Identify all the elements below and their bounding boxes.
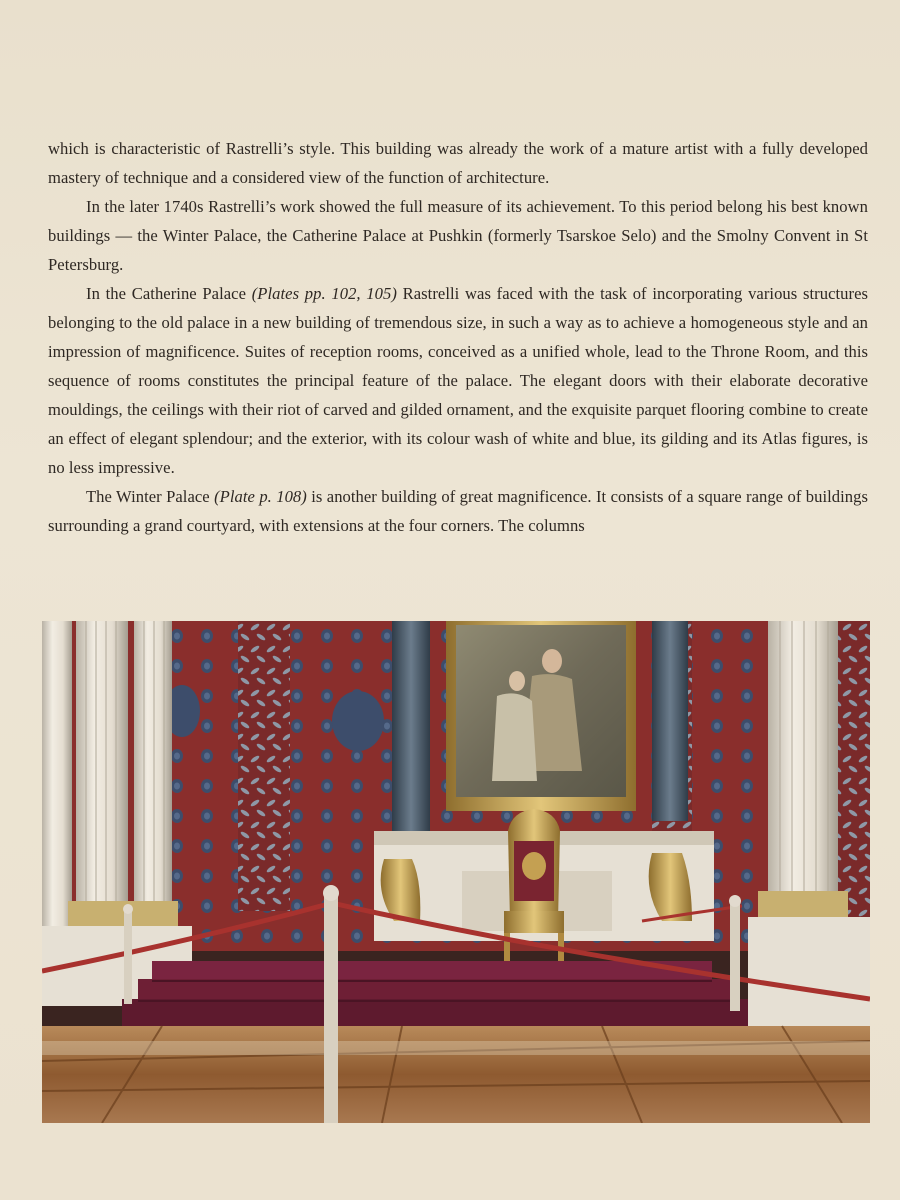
paragraph <box>48 134 868 192</box>
paragraph-text: In the later 1740s Rastrelli’s work showed the full measure of its achievement. To this period belong his best known buildings — the Winter Palace, the Catherine Palace at Pushkin (formerly Tsarskoe Selo) and the Smolny Convent in St Petersburg. <box>48 197 868 274</box>
paragraph-text: In the Catherine Palace <box>86 284 252 303</box>
throne-room-photograph <box>42 621 870 1123</box>
plate-reference: (Plate p. 108) <box>214 487 307 506</box>
plate-reference: (Plates pp. 102, 105) <box>251 284 397 303</box>
paragraph-text: is another building of great magnificence. It consists of a square range of buildings surrounding a grand courtyard, with extensions at the four corners. The columns <box>48 487 868 535</box>
paragraph-text: Rastrelli was faced with the task of incorporating various structures belonging to the old palace in a new building of tremendous size, in such a way as to achieve a homogeneous style and an impression of magnificence. Suites of reception rooms, conceived as a unified whole, lead to the Throne Room, and this sequence of rooms constitutes the principal feature of the palace. The elegant doors with their elaborate decorative mouldings, the ceilings with their riot of carved and gilded ornament, and the exquisite parquet flooring combine to create an effect of elegant splendour; and the exterior, with its colour wash of white and blue, its gilding and its Atlas figures, is no less impressive. <box>48 284 868 477</box>
paragraph-text: The Winter Palace <box>86 487 215 506</box>
paragraph <box>48 279 868 482</box>
paragraph-text: which is characteristic of Rastrelli’s style. This building was already the work of a mature artist with a fully developed mastery of technique and a considered view of the function of architecture. <box>48 139 868 187</box>
paragraph <box>48 192 868 279</box>
body-text <box>48 134 868 540</box>
paragraph <box>48 482 868 540</box>
